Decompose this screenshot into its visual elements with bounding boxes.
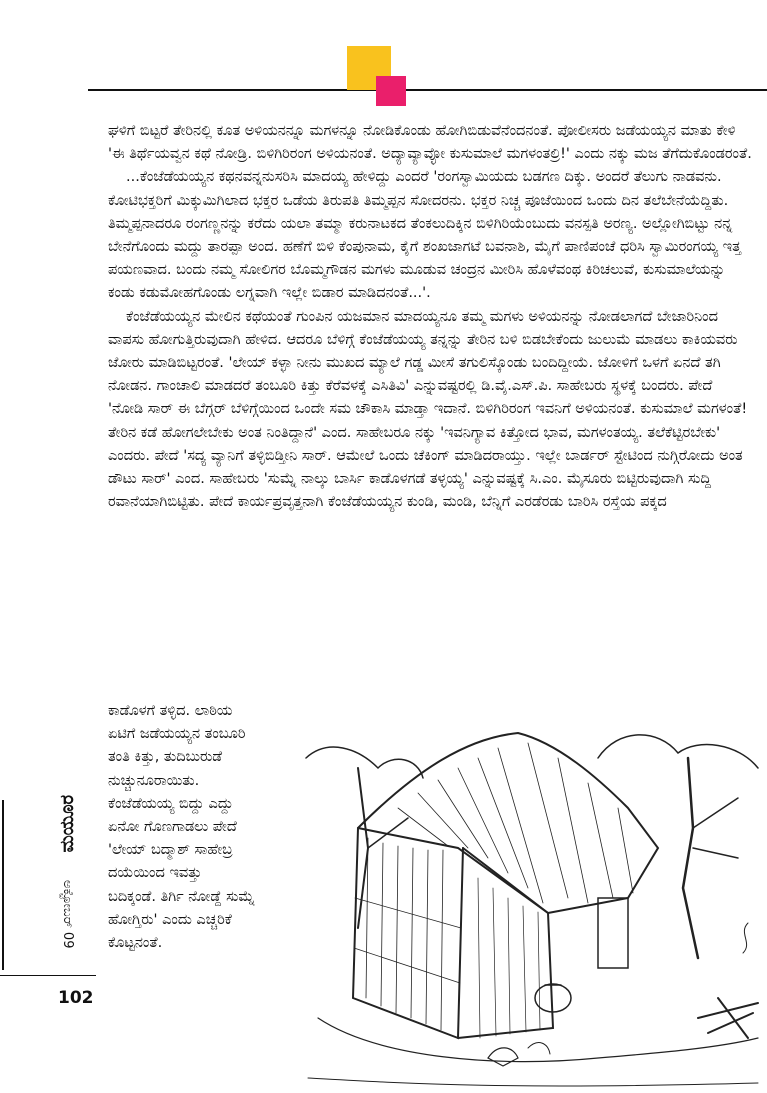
wrap-line: ಏಟಿಗೆ ಜಡೆಯಯ್ಯನ ತಂಬೂರಿ xyxy=(108,726,246,743)
wrapped-text-column xyxy=(108,700,298,955)
wrap-line: ತಂತಿ ಕಿತ್ತು, ತುದಿಬುರುಡೆ xyxy=(108,749,223,766)
accent-square-pink xyxy=(376,76,406,106)
wrap-line: ಕಾಡೊಳಗೆ ತಳ್ಳಿದ. ಲಾಠಿಯ xyxy=(108,703,233,719)
magazine-title: ಮಯೂರ xyxy=(57,795,78,853)
paragraph-1: ಘಳಿಗೆ ಬಿಟ್ಟರೆ ತೇರಿನಲ್ಲಿ ಕೂತ ಅಳಿಯನನ್ನೂ ಮಗಳನ್ನೂ ನೋಡಿಕೊಂಡು ಹೋಗಿಬಿಡುವೆನೆಂದನಂತೆ. ಪೋಲೀಸರು ಜಡೆಯಯ್ಯನ ಮಾತು ಕೇಳಿ 'ಈ ತಿರ್ಥೆಯವ್ವನ ಕಥೆ ನೋಡ್ರಿ. ಬಿಳಿಗಿರಿರಂಗ ಅಳಿಯನಂತೆ. ಅದ್ಯಾವ್ಯಾವ್ಳೋ ಕುಸುಮಾಲೆ ಮಗಳಂತಲ್ರಿ!' ಎಂದು ನಕ್ಕು ಮಜ ತೆಗೆದುಕೊಂಡರಂತೆ. xyxy=(108,123,752,163)
wrap-line: ಕೆಂಜೆಡೆಯಯ್ಯ ಬಿದ್ದು ಎದ್ದು xyxy=(108,795,234,812)
header-rule xyxy=(88,89,767,91)
wrap-line: ದಯೆಯಿಂದ ಇವತ್ತು xyxy=(108,865,202,882)
wrap-line: 'ಲೇಯ್ ಬದ್ಮಾಶ್ ಸಾಹೇಬ್ರ xyxy=(108,842,233,859)
paragraph-2: ...ಕೆಂಜೆಡೆಯಯ್ಯನ ಕಥನವನ್ನನುಸರಿಸಿ ಮಾದಯ್ಯ ಹೇಳಿದ್ದು ಎಂದರೆ 'ರಂಗಸ್ವಾಮಿಯದು ಬಡಗಣ ದಿಕ್ಕು. ಅಂದರೆ ತೆಲುಗು ನಾಡವನು. ಕೋಟಿಭಕ್ತರಿಗೆ ಮಿಕ್ಕುಮಿಗಿಲಾದ ಭಕ್ತರ ಒಡೆಯ ತಿರುಪತಿ ತಿಮ್ಮಪ್ಪನ ಸೋದರನು. ಭಕ್ತರ ನಿಚ್ಚ ಪೂಜೆಯಿಂದ ಒಂದು ದಿನ ತಲೆಬೇನೆಯೆದ್ದಿತು. ತಿಮ್ಮಪ್ಪನಾದರೂ ರಂಗಣ್ಣನನ್ನು ಕರೆದು ಯಲಾ ತಮ್ಮಾ ಕರುನಾಟಕದ ತೆಂಕಲುದಿಕ್ಕಿನ ಬಿಳಿಗಿರಿಯೆಂಬುದು ವನಸ್ಪತಿ ಅರಣ್ಯ. ಅಲ್ಲೋಗಿಬಿಟ್ಟು ನನ್ನ ಬೇನೆಗೊಂದು ಮದ್ದು ತಾರಪ್ಪಾ ಅಂದ. ಹಣೆಗೆ ಬಿಳಿ ಕೆಂಪುನಾಮ, ಕೈಗೆ ಶಂಖಜಾಗಟೆ ಬವನಾಶಿ, ಮೈಗೆ ಪಾಣಿಪಂಚೆ ಧರಿಸಿ ಸ್ವಾಮಿರಂಗಯ್ಯ ಇತ್ತ ಪಯಣವಾದ. ಬಂದು ನಮ್ಮ ಸೋಲಿಗರ ಬೊಮ್ಮಗೌಡನ ಮಗಳು ಮೂಡುವ ಚಂದ್ರನ ಮೀರಿಸಿ ಹೊಳೆವಂಥ ಕಿರಿಚಲುವೆ, ಕುಸುಮಾಲೆಯನ್ನು ಕಂಡು ಕಡುಮೋಹಗೊಂಡು ಲಗ್ನವಾಗಿ ಇಲ್ಲೇ ಬಿಡಾರ ಮಾಡಿದನಂತೆ...'. xyxy=(108,169,741,302)
paragraph-3: ಕೆಂಜೆಡೆಯಯ್ಯನ ಮೇಲಿನ ಕಥೆಯಂತೆ ಗುಂಪಿನ ಯಜಮಾನ ಮಾದಯ್ಯನೂ ತಮ್ಮ ಮಗಳು ಅಳಿಯನನ್ನು ನೋಡಲಾಗದೆ ಬೇಜಾರಿನಿಂದ ವಾಪಸು ಹೋಗುತ್ತಿರುವುದಾಗಿ ಹೇಳಿದ. ಆದರೂ ಬೆಳಿಗ್ಗೆ ಕೆಂಜೆಡೆಯಯ್ಯ ತನ್ನನ್ನು ತೇರಿನ ಬಳಿ ಬಿಡಬೇಕೆಂದು ಜುಲುಮೆ ಮಾಡಲು ಕಾಕಿಯವರು ಜೋರು ಮಾಡಿಬಿಟ್ಟರಂತೆ. 'ಲೇಯ್ ಕಳ್ಳಾ ನೀನು ಮುಖದ ಮ್ಯಾಲೆ ಗಡ್ಡ ಮೀಸೆ ತಗುಲಿಸ್ಕೊಂಡು ಬಂದಿದ್ದೀಯೆ. ಜೋಳಿಗೆ ಒಳಗೆ ಏನದೆ ತಗಿ ನೋಡನ. ಗಾಂಚಾಲಿ ಮಾಡದರೆ ತಂಬೂರಿ ಕಿತ್ತು ಕೆರೆವಳಕ್ಕೆ ಎಸಿತಿವಿ' ಎನ್ನುವಷ್ಟರಲ್ಲಿ ಡಿ.ವೈ.ಎಸ್.ಪಿ. ಸಾಹೇಬರು ಸ್ಥಳಕ್ಕೆ ಬಂದರು. ಪೇದೆ 'ನೋಡಿ ಸಾರ್ ಈ ಬೆಗ್ಗರ್ ಬೆಳಿಗ್ಗೆಯಿಂದ ಒಂದೇ ಸಮ ಚೌಕಾಸಿ ಮಾಡ್ತಾ ಇದಾನೆ. ಬಿಳಿಗಿರಿರಂಗ ಇವನಿಗೆ ಅಳಿಯನಂತೆ. ಕುಸುಮಾಲೆ ಮಗಳಂತೆ! ತೇರಿನ ಕಡೆ ಹೋಗಲೇಬೇಕು ಅಂತ ನಿಂತಿದ್ದಾನೆ' ಎಂದ. ಸಾಹೇಬರೂ ನಕ್ಕು 'ಇವನಿಗ್ಯಾವ ಕಿತ್ತೋದ ಭಾವ, ಮಗಳಂತಯ್ಯ. ತಲೆಕೆಟ್ಟಿರಬೇಕು' ಎಂದರು. ಪೇದೆ 'ಸದ್ಯ ವ್ಯಾನಿಗೆ ತಳ್ಳಿಬಿಡ್ತೀನಿ ಸಾರ್. ಆಮೇಲೆ ಒಂದು ಚೆಕಿಂಗ್ ಮಾಡಿದರಾಯ್ತು. ಇಲ್ಲೇ ಬಾರ್ಡರ್ ಸ್ಟೇಟಿಂದ ನುಗ್ಗಿರೋದು ಅಂತ ಡೌಟು ಸಾರ್' ಎಂದ. ಸಾಹೇಬರು 'ಸುಮ್ನೆ ನಾಲ್ಕು ಬಾರ್ಸಿ ಕಾಡೊಳಗಡೆ ತಳ್ಳಯ್ಯ' ಎನ್ನುವಷ್ಟಕ್ಕೆ ಸಿ.ಎಂ. ಮೈಸೂರು ಬಿಟ್ಟಿರುವುದಾಗಿ ಸುದ್ದಿ ರವಾನೆಯಾಗಿಬಿಟ್ಟಿತು. ಪೇದೆ ಕಾರ್ಯಪ್ರವೃತ್ತನಾಗಿ ಕೆಂಜೆಡೆಯಯ್ಯನ ಕುಂಡಿ, ಮಂಡಿ, ಬೆನ್ನಿಗೆ ಎರಡೆರಡು ಬಾರಿಸಿ ರಸ್ತೆಯ ಪಕ್ಕದ xyxy=(108,308,748,511)
wrap-line: ಏನೋ ಗೊಣಗಾಡಲು ಪೇದೆ xyxy=(108,819,237,836)
side-margin-rule xyxy=(2,800,4,970)
wrap-line: ಕೊಟ್ಟನಂತೆ. xyxy=(108,935,163,952)
wrap-line: ನುಚ್ಚುನೂರಾಯಿತು. xyxy=(108,772,200,789)
footer-rule xyxy=(0,975,96,976)
issue-date: ಅಕ್ಟೋಬರ್ 09 xyxy=(60,880,75,949)
article-body xyxy=(108,120,752,514)
page-number: 102 xyxy=(58,988,94,1008)
wrap-line: ಹೋಗ್ತಿರು' ಎಂದು ಎಚ್ಚರಿಕೆ xyxy=(108,911,232,928)
wrap-line: ಬದಿಕ್ಕಂಡೆ. ತಿರ್ಗಿ ನೋಡ್ದೆ ಸುಮ್ನೆ xyxy=(108,888,255,905)
thatched-hut-illustration xyxy=(298,698,767,1093)
